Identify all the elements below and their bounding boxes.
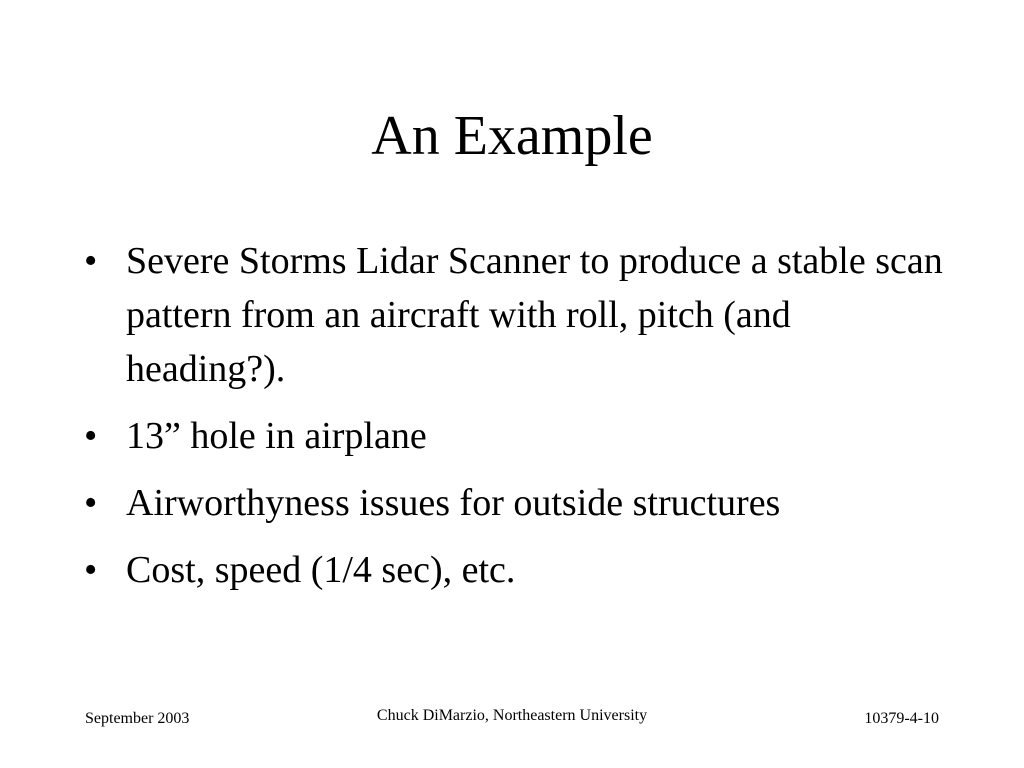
footer-date: September 2003 — [85, 710, 190, 727]
bullet-text: 13” hole in airplane — [126, 415, 427, 457]
bullet-list — [84, 234, 944, 610]
bullet-icon: • — [84, 482, 98, 524]
bullet-item — [84, 543, 944, 597]
footer-author: Chuck DiMarzio, Northeastern University — [376, 707, 648, 724]
bullet-item — [84, 476, 944, 530]
slide-title: An Example — [371, 105, 653, 167]
bullet-text: Cost, speed (1/4 sec), etc. — [126, 549, 516, 591]
bullet-icon: • — [84, 549, 98, 591]
bullet-item — [84, 409, 944, 463]
bullet-text: Severe Storms Lidar Scanner to produce a stable scan pattern from an aircraft with roll, pitch (and heading?). — [126, 240, 943, 390]
footer-slide-number: 10379-4-10 — [864, 710, 939, 727]
bullet-icon: • — [84, 240, 98, 282]
bullet-icon: • — [84, 415, 98, 457]
bullet-item — [84, 234, 944, 396]
bullet-text: Airworthyness issues for outside structures — [126, 482, 781, 524]
